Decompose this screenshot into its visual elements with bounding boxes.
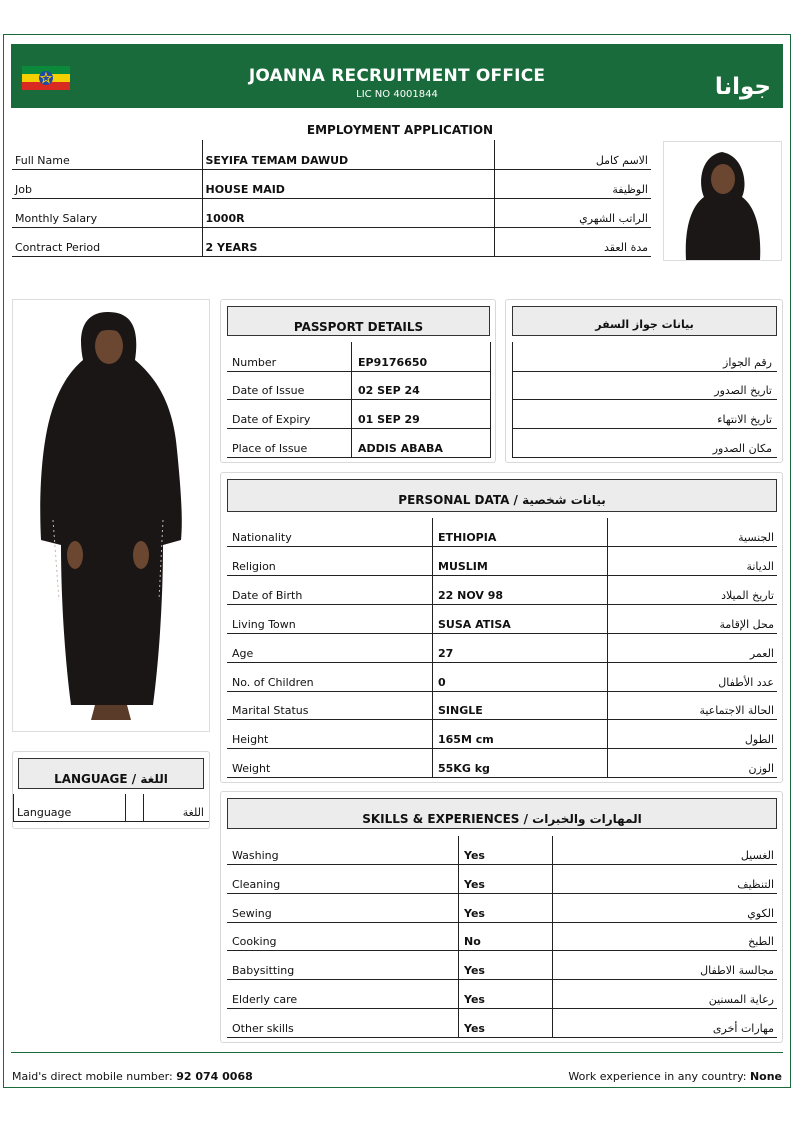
license-number: LIC NO 4001844 <box>356 89 438 100</box>
field-label-arabic: الطبخ <box>748 935 774 948</box>
field-value: 2 YEARS <box>202 227 494 256</box>
table-row <box>512 342 777 372</box>
table-row <box>227 692 777 720</box>
field-value: 27 <box>438 647 454 660</box>
field-label: Nationality <box>232 531 292 544</box>
field-value: Yes <box>464 878 485 891</box>
field-value: 22 NOV 98 <box>438 589 504 602</box>
table-row <box>227 663 777 692</box>
field-value: 02 SEP 24 <box>358 384 420 397</box>
field-value: Yes <box>464 907 485 920</box>
field-value: 0 <box>438 676 446 689</box>
field-value: No <box>464 935 481 948</box>
field-label-arabic: مهارات أخرى <box>712 1022 774 1035</box>
field-label-arabic: الوظيفة <box>494 169 651 198</box>
table-row <box>227 836 777 865</box>
table-row <box>227 400 490 429</box>
field-label: Date of Issue <box>232 384 305 397</box>
field-label-arabic: اللغة <box>182 806 204 819</box>
field-value: EP9176650 <box>358 356 428 369</box>
personal-data-card <box>220 472 783 783</box>
field-label-arabic: مدة العقد <box>494 227 651 256</box>
field-label-arabic: الاسم كامل <box>494 140 651 169</box>
personal-data-title: PERSONAL DATA / بيانات شخصية <box>227 479 777 512</box>
table-row <box>227 923 777 951</box>
field-label: Monthly Salary <box>12 198 202 227</box>
experience-label: Work experience in any country: <box>568 1070 747 1083</box>
field-value: SINGLE <box>438 704 483 717</box>
table-row <box>227 749 777 778</box>
skills-title: SKILLS & EXPERIENCES / المهارات والخبرات <box>227 798 777 829</box>
table-row <box>512 372 777 400</box>
field-label-arabic: الديانة <box>746 560 774 573</box>
passport-arabic-card <box>505 299 783 463</box>
experience-value: None <box>749 1070 782 1083</box>
table-row <box>12 198 651 227</box>
field-label: Weight <box>232 762 271 775</box>
table-row <box>227 865 777 894</box>
field-label: Number <box>232 356 277 369</box>
field-label: Other skills <box>232 1022 294 1035</box>
passport-title: PASSPORT DETAILS <box>227 306 490 336</box>
office-header <box>11 44 783 108</box>
field-label: Babysitting <box>232 964 295 977</box>
field-label-arabic: الكوي <box>747 907 774 920</box>
field-label-arabic: مجالسة الاطفال <box>700 964 774 977</box>
table-row <box>227 894 777 923</box>
field-label: Language <box>17 806 72 819</box>
field-label-arabic: تاريخ الصدور <box>714 384 772 397</box>
field-label: Cleaning <box>232 878 281 891</box>
passport-card <box>220 299 496 463</box>
table-row <box>12 227 651 256</box>
field-label: Height <box>232 733 269 746</box>
table-row <box>227 720 777 749</box>
field-value: 01 SEP 29 <box>358 413 420 426</box>
table-row <box>227 605 777 634</box>
field-label: Age <box>232 647 254 660</box>
field-label: Marital Status <box>232 704 309 717</box>
field-label: Sewing <box>232 907 272 920</box>
field-value: MUSLIM <box>438 560 488 573</box>
table-row <box>12 169 651 198</box>
application-title: EMPLOYMENT APPLICATION <box>306 123 494 137</box>
table-row <box>13 794 209 822</box>
field-value: 1000R <box>202 198 494 227</box>
field-label-arabic: تاريخ الميلاد <box>721 589 774 602</box>
field-label-arabic: التنظيف <box>737 878 774 891</box>
field-label-arabic: الحالة الاجتماعية <box>699 704 774 717</box>
passport-arabic-title: بيانات جواز السفر <box>512 306 777 336</box>
field-label: Date of Birth <box>232 589 303 602</box>
full-body-photo <box>12 299 210 732</box>
table-row <box>227 342 490 372</box>
office-arabic-name: جوانا <box>714 74 771 100</box>
mobile-label: Maid's direct mobile number: <box>12 1070 173 1083</box>
field-label-arabic: عدد الأطفال <box>718 676 774 689</box>
field-label: Religion <box>232 560 276 573</box>
applicant-table <box>12 140 651 257</box>
footer-divider <box>11 1052 783 1053</box>
table-row <box>512 429 777 458</box>
table-row <box>227 951 777 980</box>
field-label: Job <box>12 169 202 198</box>
field-label-arabic: رعاية المسنين <box>708 993 774 1006</box>
field-value: HOUSE MAID <box>202 169 494 198</box>
mobile-value: 92 074 0068 <box>176 1070 253 1083</box>
field-label: Full Name <box>12 140 202 169</box>
table-row <box>227 634 777 663</box>
field-value: 165M cm <box>438 733 494 746</box>
language-title: LANGUAGE / اللغة <box>18 758 204 789</box>
table-row <box>227 429 490 458</box>
field-label-arabic: الجنسية <box>738 531 774 544</box>
field-value: ADDIS ABABA <box>358 442 443 455</box>
field-label: Place of Issue <box>232 442 308 455</box>
field-value: Yes <box>464 849 485 862</box>
table-row <box>227 547 777 576</box>
table-row <box>227 980 777 1009</box>
table-row <box>12 140 651 169</box>
table-row <box>227 518 777 547</box>
field-label: No. of Children <box>232 676 314 689</box>
field-label: Contract Period <box>12 227 202 256</box>
field-label-arabic: رقم الجواز <box>723 356 772 369</box>
field-value: SUSA ATISA <box>438 618 511 631</box>
field-label: Cooking <box>232 935 277 948</box>
field-value: SEYIFA TEMAM DAWUD <box>202 140 494 169</box>
field-label-arabic: الراتب الشهري <box>494 198 651 227</box>
office-name: JOANNA RECRUITMENT OFFICE <box>248 66 546 86</box>
table-row <box>227 372 490 400</box>
field-label: Living Town <box>232 618 296 631</box>
portrait-photo <box>663 141 782 261</box>
language-card <box>12 751 210 829</box>
field-label: Date of Expiry <box>232 413 311 426</box>
field-value: Yes <box>464 964 485 977</box>
field-label: Washing <box>232 849 279 862</box>
field-label-arabic: العمر <box>749 647 774 660</box>
work-experience-line <box>568 1070 782 1083</box>
mobile-number-line <box>12 1070 253 1083</box>
field-label-arabic: تاريخ الانتهاء <box>717 413 772 426</box>
table-row <box>227 576 777 605</box>
field-label-arabic: مكان الصدور <box>712 442 772 455</box>
table-row <box>512 400 777 429</box>
field-label-arabic: محل الإقامة <box>719 618 774 631</box>
field-value: Yes <box>464 1022 485 1035</box>
skills-card <box>220 791 783 1043</box>
table-row <box>227 1009 777 1038</box>
field-value: ETHIOPIA <box>438 531 497 544</box>
field-label-arabic: الوزن <box>748 762 774 775</box>
field-label-arabic: الطول <box>744 733 774 746</box>
field-value: 55KG kg <box>438 762 490 775</box>
field-label-arabic: الغسيل <box>740 849 774 862</box>
field-label: Elderly care <box>232 993 298 1006</box>
field-value: Yes <box>464 993 485 1006</box>
